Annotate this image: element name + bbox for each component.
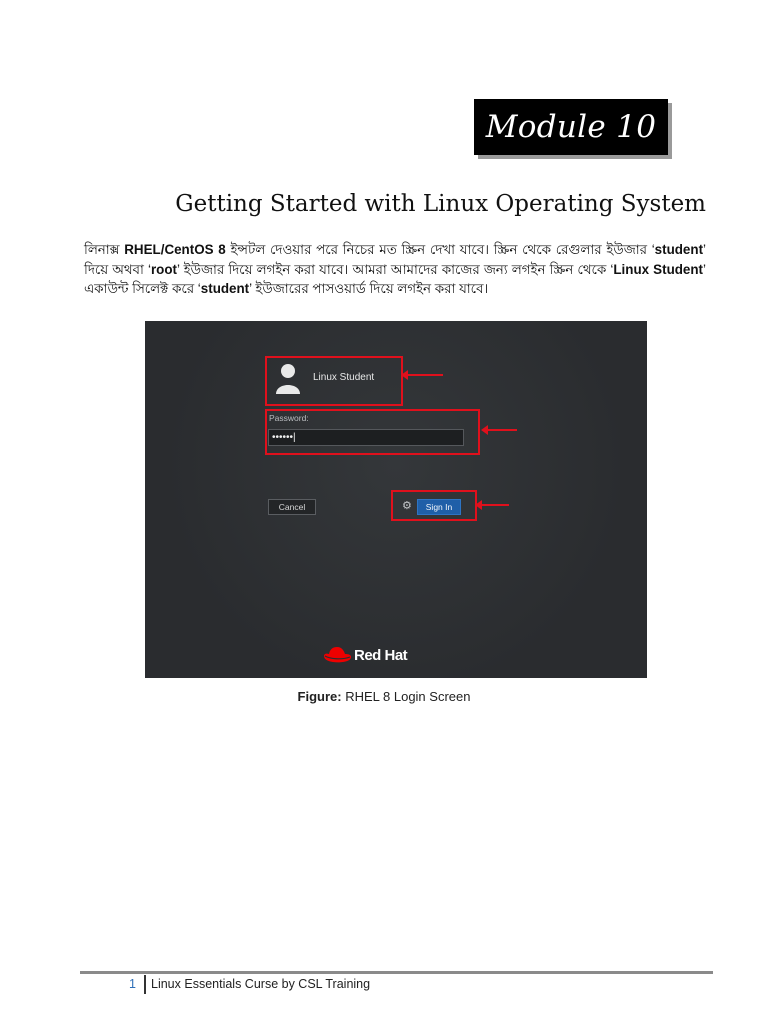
password-highlight-box bbox=[265, 409, 480, 455]
user-name[interactable]: Linux Student bbox=[313, 372, 375, 383]
intro-text: ’ একাউন্ট সিলেক্ট করে ‘ bbox=[84, 261, 707, 296]
footer-text: Linux Essentials Curse by CSL Training bbox=[151, 977, 371, 991]
cancel-button[interactable]: Cancel bbox=[268, 499, 316, 515]
user-highlight-box bbox=[265, 356, 403, 406]
password-input[interactable]: ••••••| bbox=[268, 429, 464, 446]
intro-bold-student: student bbox=[654, 242, 704, 257]
signin-button[interactable]: Sign In bbox=[417, 499, 461, 515]
footer-separator bbox=[144, 975, 146, 994]
figure-caption bbox=[0, 689, 768, 704]
page-number: 1 bbox=[129, 977, 136, 991]
intro-text: ’ দিয়ে অথবা ‘ bbox=[84, 242, 707, 277]
login-screenshot bbox=[145, 321, 647, 678]
figure-label: Figure: bbox=[297, 689, 342, 704]
module-label: Module 10 bbox=[485, 109, 657, 145]
signin-highlight-box bbox=[391, 490, 477, 521]
page-title: Getting Started with Linux Operating System bbox=[175, 191, 706, 217]
intro-bold-os: RHEL/CentOS 8 bbox=[124, 242, 226, 257]
intro-text: ’ ইউজার দিয়ে লগইন করা যাবে। আমরা আমাদের কাজের জন্য লগইন স্ক্রিন থেকে ‘ bbox=[176, 261, 614, 277]
intro-bold-student: student bbox=[200, 281, 250, 296]
intro-text: ইন্সটল দেওয়ার পরে নিচের মত স্ক্রিন দেখা যাবে। স্ক্রিন থেকে রেগুলার ইউজার ‘ bbox=[225, 242, 655, 257]
intro-bold-account: Linux Student bbox=[613, 261, 704, 277]
redhat-brand-text: Red Hat bbox=[354, 647, 408, 664]
module-badge bbox=[474, 99, 668, 155]
intro-bold-root: root bbox=[150, 261, 177, 277]
password-arrow bbox=[487, 429, 517, 431]
footer-rule bbox=[80, 971, 713, 974]
password-label: Password: bbox=[269, 413, 309, 423]
redhat-logo-icon bbox=[322, 645, 352, 665]
intro-text: লিনাক্স bbox=[84, 242, 125, 257]
user-arrow bbox=[407, 374, 443, 376]
gear-icon[interactable]: ⚙ bbox=[402, 500, 412, 512]
intro-text: ’ ইউজারের পাসওয়ার্ড দিয়ে লগইন করা যাবে। bbox=[249, 281, 489, 296]
intro-paragraph bbox=[84, 240, 706, 299]
signin-arrow bbox=[481, 504, 509, 506]
figure-text: RHEL 8 Login Screen bbox=[341, 689, 471, 704]
